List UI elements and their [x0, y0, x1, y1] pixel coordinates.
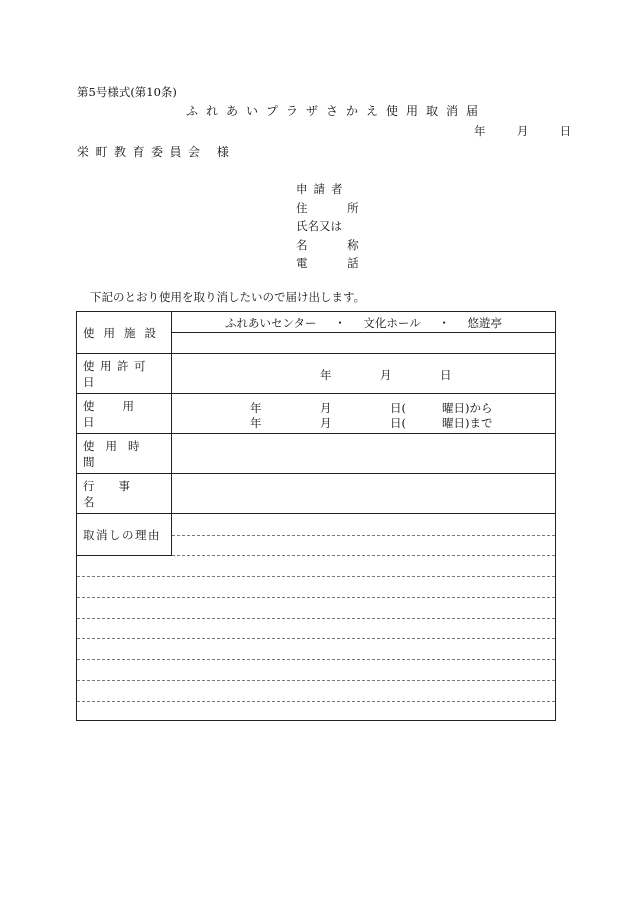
- reason-line: [77, 618, 555, 619]
- use-date-field[interactable]: [172, 394, 555, 433]
- reason-field[interactable]: [77, 514, 555, 720]
- row-use-date: [77, 394, 555, 434]
- applicant-block: [296, 180, 377, 273]
- cancellation-form-table: [76, 311, 556, 721]
- reason-line: [77, 638, 555, 639]
- use-from-year: 年: [250, 401, 262, 415]
- applicant-phone-label: 電 話: [296, 256, 377, 270]
- facility-option-yuyutei[interactable]: 悠遊亭: [467, 316, 502, 330]
- permit-day: 日: [440, 368, 452, 382]
- form-id: 第5号様式(第10条): [77, 85, 177, 99]
- permit-month: 月: [380, 368, 392, 382]
- submission-date: [474, 123, 571, 139]
- applicant-address-label: 住 所: [296, 200, 377, 215]
- reason-line: [172, 555, 555, 556]
- use-date-label: 使用日: [77, 394, 172, 433]
- reason-line: [77, 576, 555, 577]
- event-name-label: 行事名: [77, 474, 172, 513]
- reason-line: [77, 597, 555, 598]
- addressee: 栄町教育委員会 様: [77, 145, 236, 159]
- notice-text: 下記のとおり使用を取り消したいので届け出します。: [90, 290, 366, 304]
- use-to-day: 日(: [390, 416, 406, 430]
- use-time-label: 使用時間: [77, 434, 172, 473]
- reason-line: [77, 680, 555, 681]
- use-to-month: 月: [320, 416, 332, 430]
- applicant-name-label-1: 氏名又は: [296, 219, 342, 233]
- row-facility: [77, 312, 555, 354]
- date-year: 年: [474, 124, 486, 138]
- use-to-year: 年: [250, 416, 262, 430]
- permit-date-label: 使用許可日: [77, 354, 172, 393]
- facility-label: 使用施設: [77, 312, 172, 353]
- applicant-name-label-2: 名 称: [296, 237, 377, 252]
- use-time-field[interactable]: [172, 434, 555, 473]
- date-month: 月: [516, 124, 529, 138]
- use-from-weekday: 曜日)から: [442, 401, 493, 415]
- reason-line: [77, 659, 555, 660]
- row-event-name: [77, 474, 555, 514]
- facility-option-hall[interactable]: 文化ホール: [363, 316, 421, 330]
- reason-line: [172, 535, 555, 536]
- reason-line: [77, 701, 555, 702]
- facility-divider: [172, 332, 555, 333]
- facility-options: [172, 315, 555, 331]
- facility-separator: ・: [438, 316, 450, 330]
- use-from-day: 日(: [390, 401, 406, 415]
- row-use-time: [77, 434, 555, 474]
- date-day: 日: [559, 124, 572, 138]
- form-title: ふれあいプラザさかえ使用取消届: [186, 104, 487, 118]
- facility-option-center[interactable]: ふれあいセンター: [225, 316, 317, 330]
- facility-separator: ・: [334, 316, 346, 330]
- row-permit-date: [77, 354, 555, 394]
- reason-label: 取消しの理由: [77, 514, 172, 556]
- use-from-month: 月: [320, 401, 332, 415]
- use-to-weekday: 曜日)まで: [442, 416, 493, 430]
- permit-date-field[interactable]: [172, 354, 555, 393]
- permit-year: 年: [320, 368, 332, 382]
- applicant-label: 申請者: [296, 182, 349, 196]
- event-name-field[interactable]: [172, 474, 555, 513]
